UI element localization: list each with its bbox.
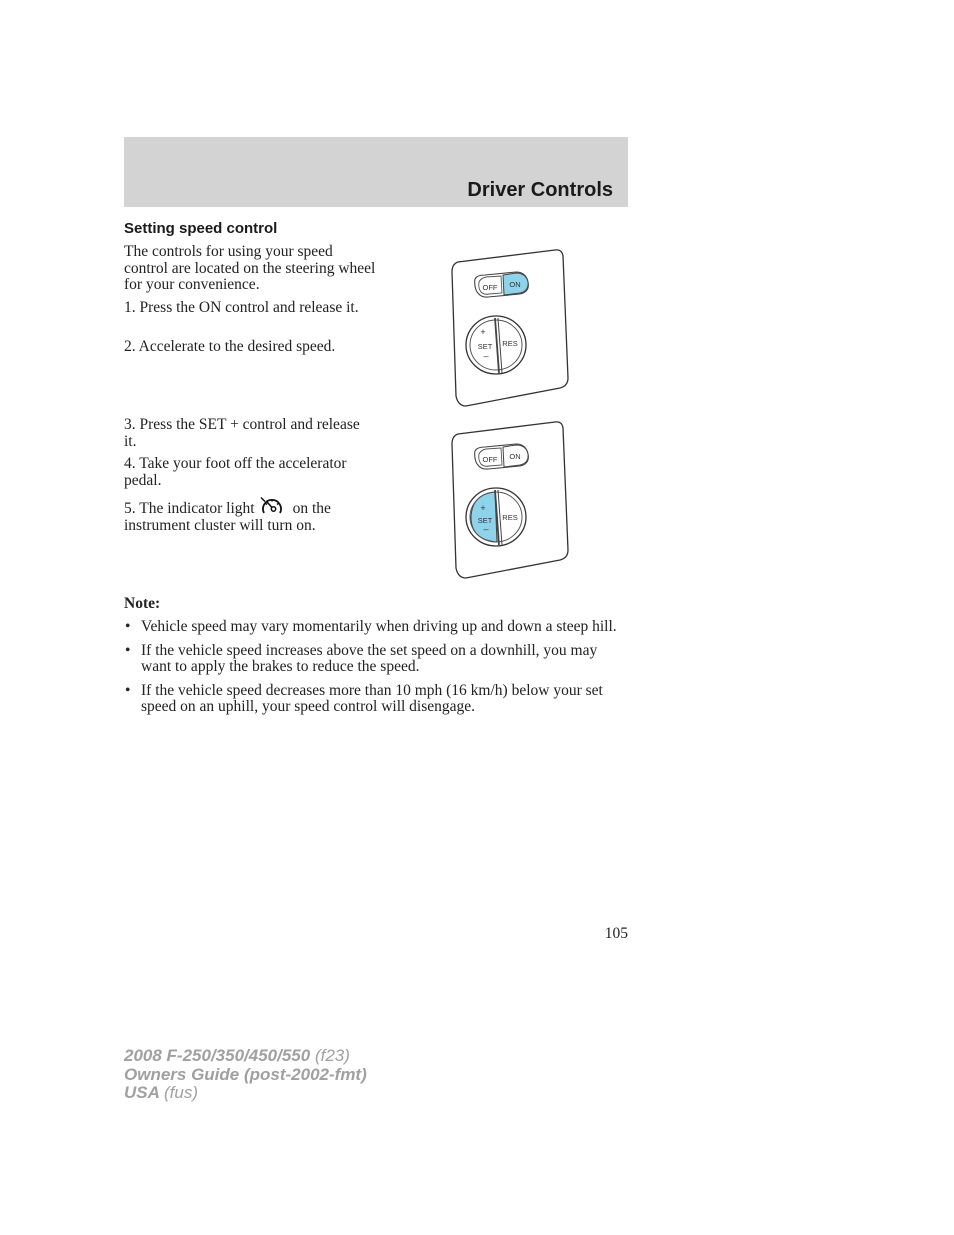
bullet: • — [125, 641, 131, 659]
note-list — [124, 619, 624, 723]
step-4: 4. Take your foot off the accelerator pedal. — [124, 455, 347, 489]
plus-label: + — [480, 327, 486, 337]
off-label: OFF — [482, 283, 498, 292]
steering-control-figure-on — [440, 246, 575, 416]
plus-label-2: + — [480, 503, 486, 513]
on-label: ON — [509, 280, 521, 289]
footer-model-code: (f23) — [314, 1046, 350, 1065]
step-3: 3. Press the SET + control and release it. — [124, 416, 360, 450]
footer-region: USA — [124, 1083, 160, 1102]
footer — [124, 1047, 367, 1103]
on-label-2: ON — [509, 452, 521, 461]
subheading: Setting speed control — [124, 220, 278, 237]
list-item — [124, 683, 624, 716]
note-label: Note: — [124, 595, 161, 612]
step-5 — [124, 496, 384, 535]
footer-line-3 — [124, 1084, 367, 1103]
steering-control-figure-set — [440, 418, 575, 588]
footer-line-2 — [124, 1066, 367, 1085]
minus-label: – — [483, 351, 489, 361]
footer-guide: Owners Guide (post-2002-fmt) — [124, 1064, 367, 1084]
off-label-2: OFF — [482, 455, 498, 464]
page-number: 105 — [604, 925, 628, 942]
footer-model: 2008 F-250/350/450/550 — [124, 1046, 311, 1065]
step-5-text-before: 5. The indicator light — [124, 500, 255, 517]
list-item — [124, 643, 624, 676]
step-1: 1. Press the ON control and release it. — [124, 299, 359, 316]
section-title: Driver Controls — [467, 179, 613, 201]
list-item — [124, 619, 624, 636]
header-band — [124, 137, 628, 207]
bullet: • — [125, 618, 131, 635]
res-label-2: RES — [502, 513, 518, 522]
footer-region-code: (fus) — [164, 1083, 198, 1102]
step-5-text-after: on the instrument cluster will turn on. — [124, 500, 331, 534]
step-2: 2. Accelerate to the desired speed. — [124, 338, 336, 355]
note-item-text: If the vehicle speed increases above the set speed on a downhill, you may want to apply the brakes to reduce the speed. — [141, 641, 598, 675]
minus-label-2: – — [483, 524, 489, 534]
footer-line-1 — [124, 1047, 367, 1066]
set-label-2: SET — [477, 516, 493, 525]
res-label: RES — [502, 339, 518, 348]
intro-paragraph: The controls for using your speed control are located on the steering wheel for your convenience. — [124, 243, 376, 293]
speed-control-indicator-icon — [259, 496, 285, 518]
note-item-text: If the vehicle speed decreases more than 10 mph (16 km/h) below your set speed on an uphill, your speed control will disengage. — [141, 681, 603, 715]
set-label: SET — [477, 342, 493, 351]
note-item-text: Vehicle speed may vary momentarily when driving up and down a steep hill. — [141, 618, 617, 635]
bullet: • — [125, 681, 131, 699]
